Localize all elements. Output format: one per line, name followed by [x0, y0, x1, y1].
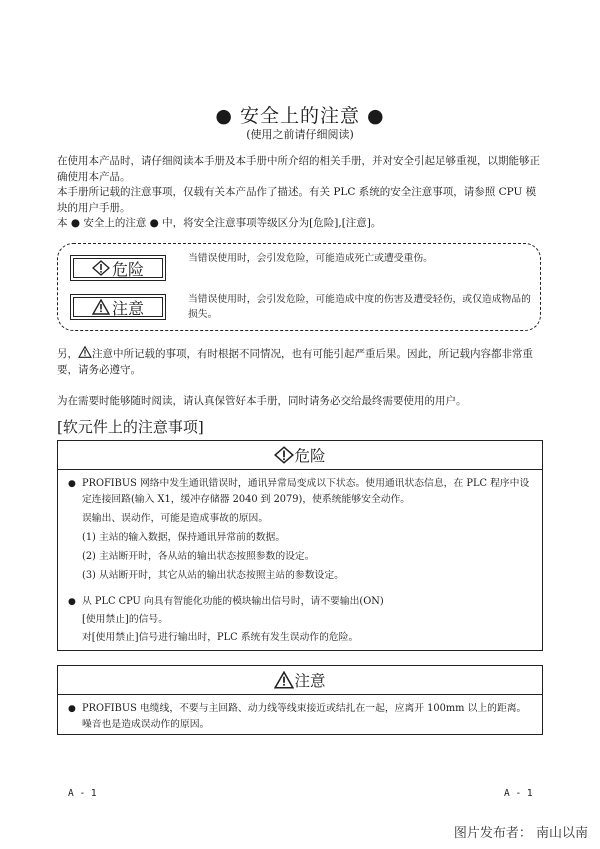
caution-item-1-line-1: PROFIBUS 电缆线，不要与主回路、动力线等线束接近或结扎在一起，应离开 100mm 以上的距离。 — [82, 703, 527, 714]
section-heading: [软元件上的注意事项] — [57, 418, 204, 436]
danger-sign-label: 危险 — [111, 259, 144, 279]
danger-item-2-line-1: 从 PLC CPU 向具有智能化功能的模块输出信号时，请不要输出(ON) — [82, 596, 384, 607]
danger-box — [57, 440, 543, 651]
intro-line-2: 本手册所记载的注意事项，仅载有关本产品作了描述。有关 PLC 系统的安全注意事项，请参照 CPU 模块的用户手册。 — [57, 186, 537, 214]
keep-manual-paragraph — [57, 394, 543, 410]
page-subtitle: (使用之前请仔细阅读) — [246, 128, 354, 141]
danger-item-2-line-2: [使用禁止]的信号。 — [82, 614, 169, 625]
danger-item-1-sub-1: (1) 主站的输入数据，保持通讯异常前的数据。 — [82, 532, 286, 543]
safety-level-legend — [57, 243, 541, 331]
bullet-icon: ● — [68, 479, 76, 489]
caution-box-label: 注意 — [294, 672, 326, 690]
danger-item-1-line-2: 误输出、误动作，可能是造成事故的原因。 — [82, 513, 269, 524]
danger-item-1-line-1: PROFIBUS 网络中发生通讯错误时，通讯异常局变成以下状态。使用通讯状态信息，在 PLC 程序中设定连接回路(输入 X1，缓冲存储器 2040 到 2079)，使系统能够安全动作。 — [82, 478, 530, 505]
danger-box-label: 危险 — [294, 447, 326, 465]
caution-box-header — [58, 666, 542, 695]
caution-triangle-icon — [92, 299, 110, 315]
caution-triangle-icon — [78, 346, 92, 358]
danger-item-2-line-3: 对[使用禁止]信号进行输出时，PLC 系统有发生误动作的危险。 — [82, 632, 359, 643]
danger-box-body — [58, 470, 542, 646]
list-item — [68, 701, 532, 717]
danger-item-1-sub-3: (3) 从站断开时，其它从站的输出状态按照主站的参数设定。 — [82, 570, 344, 581]
page-number-left: A - 1 — [68, 788, 97, 799]
danger-box-header — [58, 441, 542, 470]
danger-description: 当错误使用时，会引发危险，可能造成死亡或遭受重伤。 — [188, 253, 433, 264]
list-item — [68, 594, 532, 610]
intro-paragraph — [57, 154, 543, 232]
danger-diamond-icon — [92, 260, 110, 276]
note-text: 注意中所记载的事项，有时根据不同情况，也有可能引起严重后果。因此，所记载内容都非常重要，请务必遵守。 — [57, 348, 533, 376]
list-item — [68, 476, 532, 508]
page-title: ● 安全上的注意 ● — [215, 105, 385, 127]
keep-manual-text: 为在需要时能够随时阅读，请认真保管好本手册，同时请务必交给最终需要使用的用户。 — [57, 395, 467, 407]
caution-sign-label: 注意 — [111, 298, 144, 318]
page-number-right: A - 1 — [504, 788, 533, 799]
danger-sign — [70, 255, 166, 281]
caution-note-paragraph — [57, 346, 543, 378]
caution-box — [57, 665, 543, 735]
intro-line-1: 在使用本产品时，请仔细阅读本手册及本手册中所介绍的相关手册，并对安全引起足够重视，以期能够正确使用本产品。 — [57, 155, 540, 183]
danger-diamond-icon — [274, 446, 294, 464]
caution-sign — [70, 294, 166, 320]
bullet-icon: ● — [68, 704, 76, 714]
bullet-icon: ● — [68, 597, 76, 607]
caution-triangle-icon — [274, 671, 294, 689]
intro-line-3: 本 ● 安全上的注意 ● 中，将安全注意事项等级区分为[危险],[注意]。 — [57, 217, 382, 229]
danger-item-1-sub-2: (2) 主站断开时，各从站的输出状态按照参数的设定。 — [82, 551, 315, 562]
caution-item-1-line-2: 噪音也是造成误动作的原因。 — [82, 719, 210, 730]
note-prefix: 另， — [57, 348, 78, 360]
caution-description: 当错误使用时，会引发危险，可能造成中度的伤害及遭受轻伤，或仅造成物品的损失。 — [188, 294, 531, 320]
watermark: 图片发布者： 南山以南 — [453, 826, 588, 841]
caution-box-body — [58, 695, 542, 733]
